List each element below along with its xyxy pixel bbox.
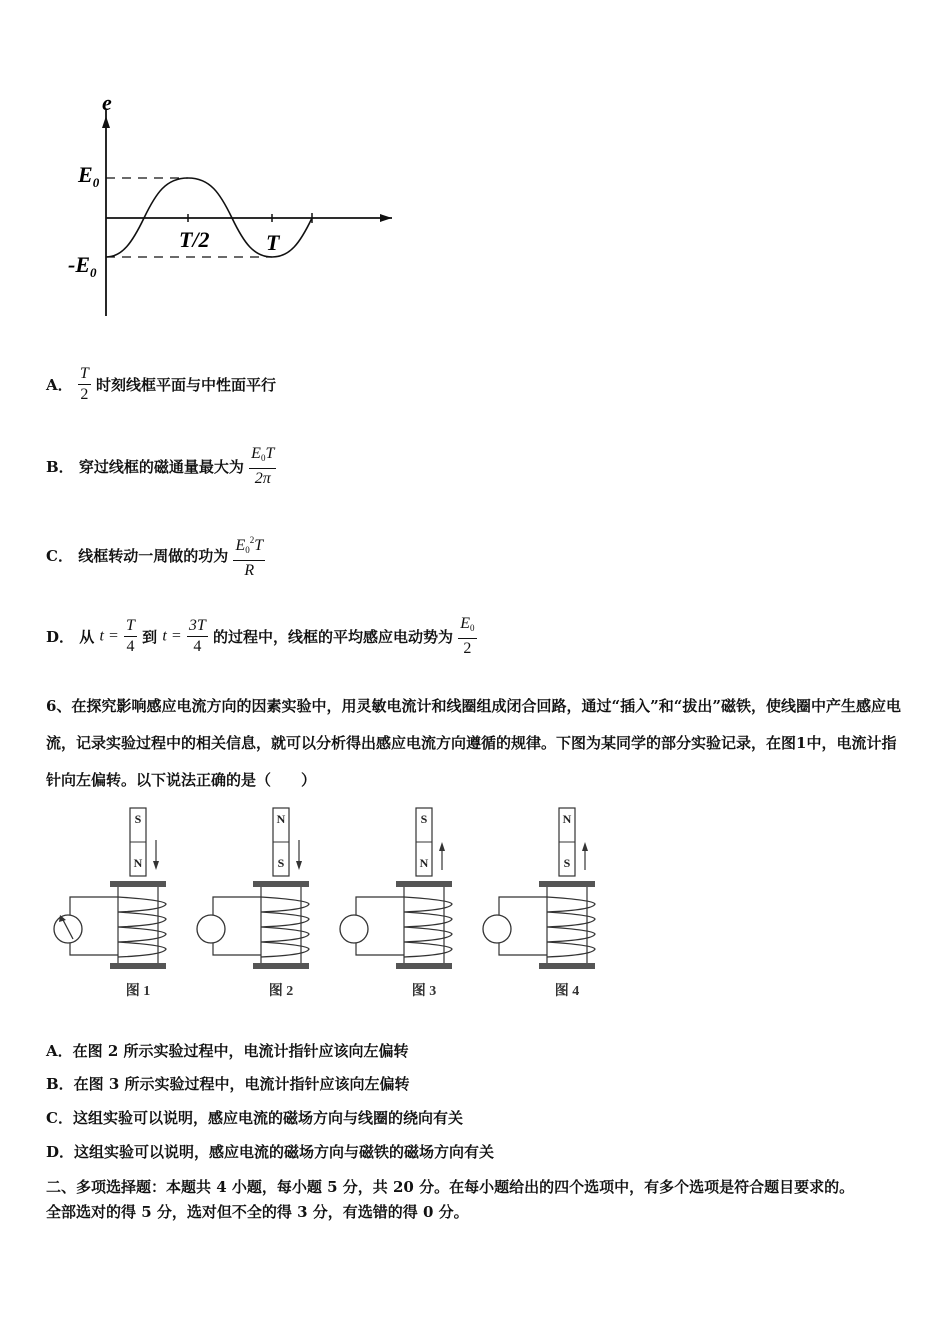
coil-top-plate [539, 881, 595, 887]
wire-bottom [499, 939, 547, 955]
magnet-top-pole: N [276, 812, 286, 826]
magnet-bottom-pole: S [563, 856, 571, 870]
magnet-bottom-pole: N [133, 856, 143, 870]
option-d-text-2: 到 [142, 628, 158, 646]
figure-caption: 图 2 [268, 984, 294, 999]
section-2-line-2: 全部选对的得 5 分，选对但不全的得 3 分，有选错的得 0 分。 [46, 1203, 469, 1221]
coil-bottom-plate [110, 963, 166, 969]
coil-bottom-plate [253, 963, 309, 969]
wire-top [499, 897, 547, 919]
e0-label: $E_0$ [78, 162, 100, 190]
q5-option-b [46, 444, 276, 489]
magnet-top-pole: S [134, 812, 142, 826]
motion-arrow-head [296, 861, 302, 870]
option-a-text: 时刻线框平面与中性面平行 [96, 376, 277, 394]
wire-top [70, 897, 118, 919]
figure-1 [54, 808, 166, 999]
q6-option-b: B．在图 3 所示实验过程中，电流计指针应该向左偏转 [46, 1075, 410, 1093]
q6-stem: 6、在探究影响感应电流方向的因素实验中，用灵敏电流计和线圈组成闭合回路，通过“插入”和“拔出”磁铁，使线圈中产生感应电流，记录实验过程中的相关信息，就可以分析得出感应电流方向遵循的规律。下图为某同学的部分实验记录，在图1中，电流计指针向左偏转。以下说法正确的是（ ） [46, 697, 901, 789]
option-d-t2-fraction: $\frac{3T}{4}$ [188, 617, 206, 655]
option-b-text: 穿过线框的磁通量最大为 [78, 458, 244, 476]
option-a-letter: A． [46, 376, 73, 394]
q5-option-c [46, 530, 265, 581]
wire-bottom [213, 939, 261, 955]
q6-figures [40, 805, 640, 1005]
option-d-letter: D． [46, 628, 75, 646]
option-c-fraction: $\frac{E_0^2T}{R}$ [233, 530, 265, 581]
option-d-text-3: 的过程中，线框的平均感应电动势为 [213, 628, 454, 646]
motion-arrow-head [582, 842, 588, 851]
neg-e0-label: $-E_0$ [68, 252, 97, 280]
q5-option-d [46, 614, 477, 659]
option-b-fraction: $\frac{E_0T}{2\pi}$ [251, 445, 275, 487]
q6-option-c: C．这组实验可以说明，感应电流的磁场方向与线圈的绕向有关 [46, 1109, 463, 1127]
galvanometer [340, 915, 368, 943]
figure-2 [197, 808, 309, 999]
option-c-text: 线框转动一周做的功为 [78, 547, 229, 565]
wire-bottom [70, 939, 118, 955]
coil-winding [118, 897, 166, 957]
coil-winding [404, 897, 452, 957]
option-d-t2-var: t = [162, 627, 182, 645]
magnet-bottom-pole: S [277, 856, 285, 870]
half-period-label: T/2 [179, 227, 210, 252]
magnet-top-pole: S [420, 812, 428, 826]
coil-bottom-plate [539, 963, 595, 969]
motion-arrow-head [153, 861, 159, 870]
coil-top-plate [396, 881, 452, 887]
figure-4 [483, 808, 595, 999]
wire-top [213, 897, 261, 919]
galvanometer [483, 915, 511, 943]
wire-bottom [356, 939, 404, 955]
figure-caption: 图 4 [554, 984, 580, 999]
y-axis-arrow [102, 116, 110, 128]
x-axis-arrow [380, 214, 392, 222]
figure-caption: 图 3 [411, 984, 437, 999]
coil-bottom-plate [396, 963, 452, 969]
coil-winding [547, 897, 595, 957]
coil-top-plate [110, 881, 166, 887]
q6-option-a: A．在图 2 所示实验过程中，电流计指针应该向左偏转 [46, 1042, 409, 1060]
magnet-top-pole: N [562, 812, 572, 826]
option-d-t1-var: t = [99, 627, 119, 645]
figure-caption: 图 1 [125, 984, 151, 999]
galvanometer [197, 915, 225, 943]
option-a-fraction: $\frac{T}{2}$ [79, 365, 89, 403]
q5-option-a [46, 364, 276, 405]
q6-option-d: D．这组实验可以说明，感应电流的磁场方向与磁铁的磁场方向有关 [46, 1143, 495, 1161]
option-c-letter: C． [46, 547, 73, 565]
period-label: T [266, 230, 280, 255]
section-2-line-1: 二、多项选择题：本题共 4 小题，每小题 5 分，共 20 分。在每小题给出的四个选项中，有多个选项是符合题目要求的。 [46, 1178, 855, 1196]
option-d-result-fraction: $\frac{E_0}{2}$ [460, 615, 475, 657]
option-d-text-1: 从 [79, 628, 95, 646]
wire-top [356, 897, 404, 919]
option-d-t1-fraction: $\frac{T}{4}$ [125, 617, 135, 655]
coil-winding [261, 897, 309, 957]
option-b-letter: B． [46, 458, 74, 476]
emf-time-graph [60, 90, 405, 325]
magnet-bottom-pole: N [419, 856, 429, 870]
motion-arrow-head [439, 842, 445, 851]
y-axis-label: e [102, 90, 112, 115]
figure-3 [340, 808, 452, 999]
coil-top-plate [253, 881, 309, 887]
